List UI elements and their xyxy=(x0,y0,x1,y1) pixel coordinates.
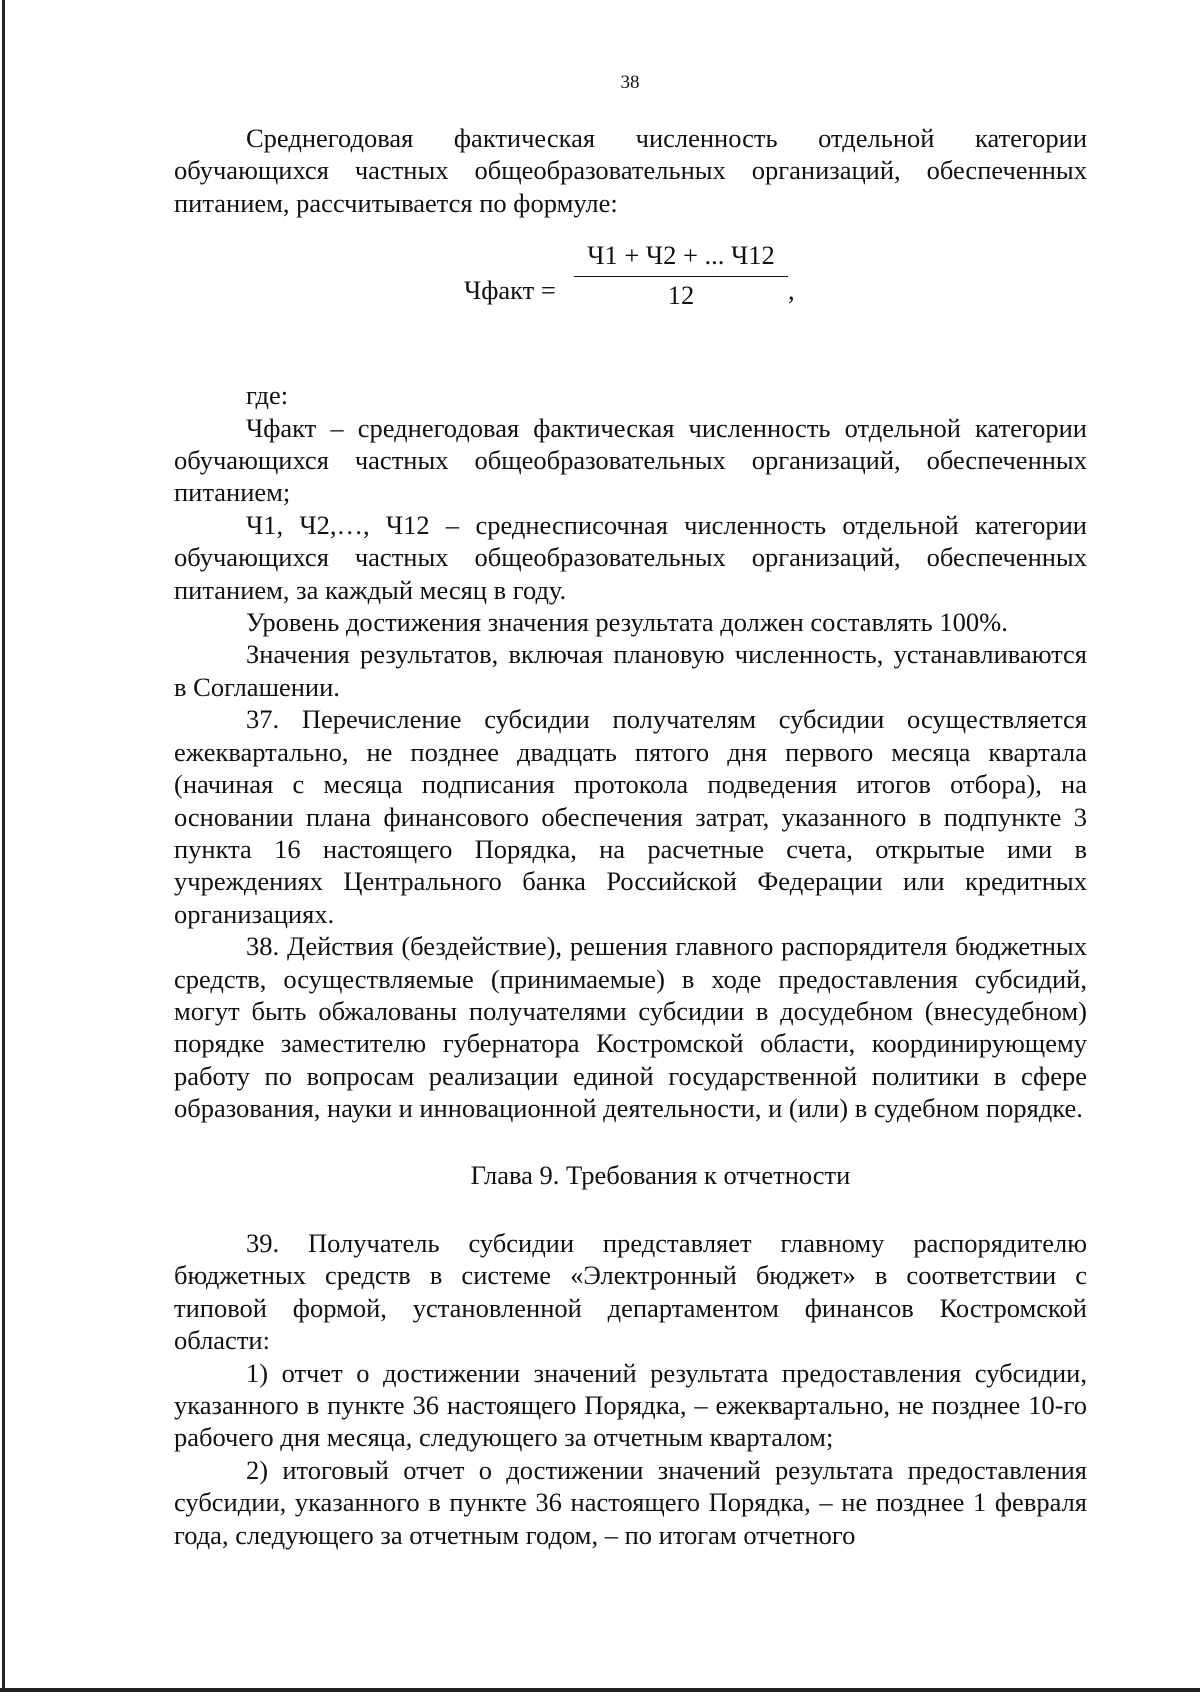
paragraph-achievement-level: Уровень достижения значения результата должен составлять 100%. xyxy=(246,607,1008,638)
paragraph-38: 38. Действия (бездействие), решения главного распорядителя бюджетных средств, осуществляемые (принимаемые) в ходе предоставления субсидий, могут быть обжалованы получателями субсидии в досудебном (внесудебном) порядке заместителю губернатора Костромской области, координирующему работу по вопросам реализации единой государственной политики в сфере образования, науки и инновационной деятельности, и (или) в судебном порядке. xyxy=(174,931,1087,1124)
paragraph-39: 39. Получатель субсидии представляет главному распорядителю бюджетных средств в системе «Электронный бюджет» в соответствии с типовой формой, установленной департаментом финансов Костромской области: xyxy=(174,1227,1087,1356)
page-number: 38 xyxy=(620,72,640,93)
paragraph-39-item-2: 2) итоговый отчет о достижении значений результата предоставления субсидии, указанного в пункте 36 настоящего Порядка, – не позднее 1 февраля года, следующего за отчетным годом, – по итогам отчетного xyxy=(174,1454,1087,1550)
formula xyxy=(174,239,1087,347)
scan-edge-left xyxy=(2,0,5,1690)
chapter-heading: Глава 9. Требования к отчетности xyxy=(470,1159,851,1190)
paragraph-39-item-1: 1) отчет о достижении значений результата предоставления субсидии, указанного в пункте 36 настоящего Порядка, – ежеквартально, не позднее 10-го рабочего дня месяца, следующего за отчетным кварталом; xyxy=(174,1357,1087,1453)
formula-numerator: Ч1 + Ч2 + ... Ч12 xyxy=(587,240,775,271)
document-body xyxy=(174,122,1087,1551)
intro-paragraph: Среднегодовая фактическая численность отдельной категории обучающихся частных общеобразовательных организаций, обеспеченных питанием, рассчитывается по формуле: xyxy=(174,123,1087,218)
formula-trailing-comma: , xyxy=(788,275,795,306)
scan-edge-bottom xyxy=(0,1688,1200,1692)
formula-fraction xyxy=(574,239,788,311)
paragraph-values-agreement: Значения результатов, включая плановую численность, устанавливаются в Соглашении. xyxy=(174,639,1087,702)
where-label: где: xyxy=(246,380,289,411)
paragraph-37: 37. Перечисление субсидии получателям субсидии осуществляется ежеквартально, не позднее двадцать пятого дня первого месяца квартала (начиная с месяца подписания протокола подведения итогов отбора), на основании плана финансового обеспечения затрат, указанного в подпункте 3 пункта 16 настоящего Порядка, на расчетные счета, открытые ими в учреждениях Центрального банка Российской Федерации или кредитных организациях. xyxy=(174,704,1087,929)
definition-chfakt: Чфакт – среднегодовая фактическая численность отдельной категории обучающихся частных общеобразовательных организаций, обеспеченных питанием; xyxy=(174,412,1087,508)
definition-ch-monthly: Ч1, Ч2,…, Ч12 – среднесписочная численность отдельной категории обучающихся частных общеобразовательных организаций, обеспеченных питанием, за каждый месяц в году. xyxy=(174,509,1087,605)
formula-denominator: 12 xyxy=(667,280,695,311)
formula-lhs: Чфакт = xyxy=(464,275,556,306)
